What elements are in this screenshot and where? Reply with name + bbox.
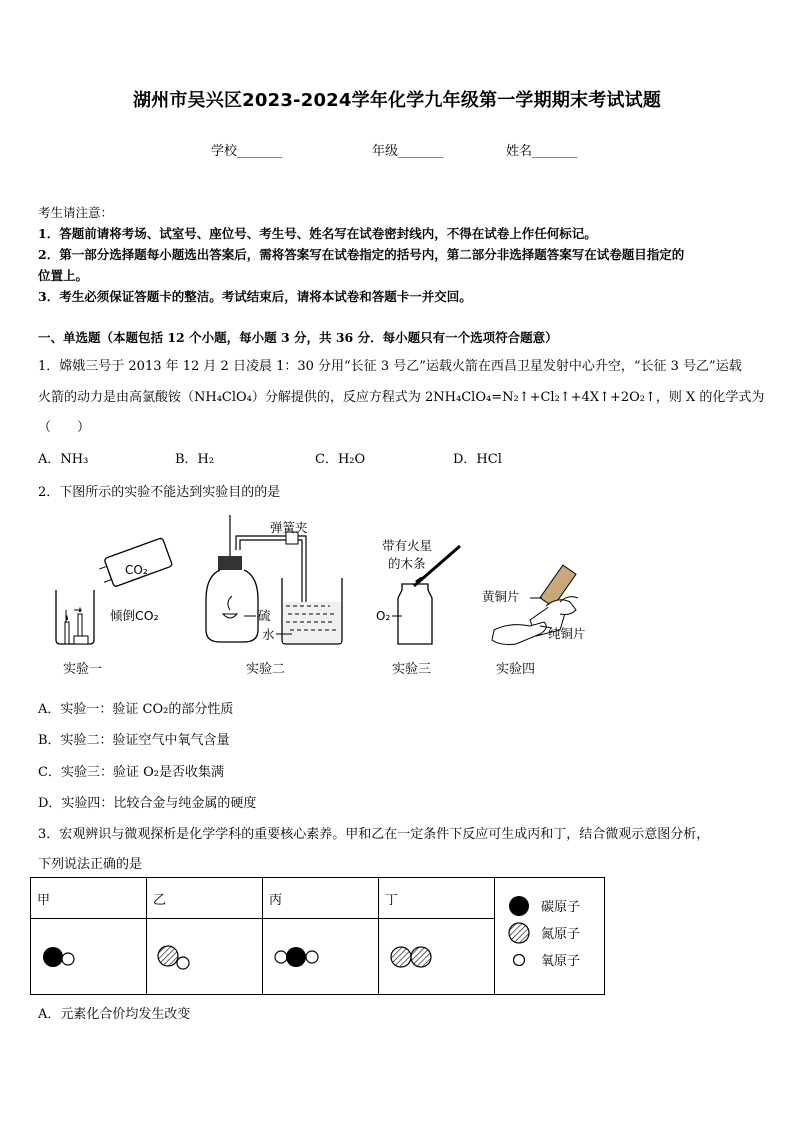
molecule-yi: [147, 919, 263, 995]
table-header-yi: 乙: [147, 878, 263, 919]
no-molecule-icon: [147, 919, 256, 994]
legend-nitrogen: [507, 919, 604, 946]
section-heading: 一、单选题（本题包括 12 个小题，每小题 3 分，共 36 分．每小题只有一个选项符合题意）: [38, 330, 558, 345]
notice-item: 3．考生必须保证答题卡的整洁。考试结束后，请将本试卷和答题卡一并交回。: [38, 289, 472, 304]
pour-co2-label: 倾倒CO₂: [110, 608, 159, 623]
table-header-ding: 丁: [379, 878, 495, 919]
experiment-figure: [30, 510, 630, 685]
caption-exp4: 实验四: [496, 662, 536, 677]
co2-label: CO₂: [125, 563, 148, 577]
q2-option-a: A．实验一：验证 CO₂的部分性质: [38, 702, 234, 717]
q2-option-d: D．实验四：比较合金与纯金属的硬度: [38, 796, 257, 811]
carbon-atom-icon: [507, 894, 531, 918]
spring-clip-label: 弹簧夹: [270, 520, 308, 535]
co2-molecule-icon: [263, 919, 372, 994]
splint-label-line1: 带有火星: [382, 538, 433, 553]
q1-option-b: B．H₂: [175, 452, 215, 467]
legend-oxygen: [507, 946, 604, 973]
notice-heading: 考生请注意：: [38, 205, 114, 220]
name-field: 姓名_______: [506, 144, 578, 159]
notice-item: 1．答题前请将考场、试室号、座位号、考生号、姓名写在试卷密封线内，不得在试卷上作任何标记。: [38, 226, 597, 241]
beaker-candles-diagram: [56, 590, 94, 644]
molecule-bing: [263, 919, 379, 995]
q1-line1: 1．嫦娥三号于 2013 年 12 月 2 日凌晨 1：30 分用“长征 3 号乙”运载火箭在西昌卫星发射中心升空，“长征 3 号乙”运载: [38, 359, 742, 374]
q1-option-a: A．NH₃: [38, 452, 89, 467]
caption-exp3: 实验三: [392, 662, 432, 677]
caption-exp2: 实验二: [246, 662, 286, 677]
table-header-jia: 甲: [31, 878, 147, 919]
q1-option-c: C．H₂O: [315, 452, 366, 467]
legend-label: 氧原子: [541, 954, 581, 969]
q1-line2: 火箭的动力是由高氯酸铵（NH₄ClO₄）分解提供的，反应方程式为 2NH₄ClO₄=N₂↑+Cl₂↑+4X↑+2O₂↑，则 X 的化学式为: [38, 390, 765, 405]
water-label: 水: [262, 627, 275, 642]
q3-line1: 3．宏观辨识与微观探析是化学学科的重要核心素养。甲和乙在一定条件下反应可生成丙和丁，结合微观示意图分析，: [38, 827, 710, 842]
oxygen-atom-icon: [507, 948, 531, 972]
school-field: 学校_______: [211, 144, 283, 159]
molecule-jia: [31, 919, 147, 995]
sulfur-label: 硫: [258, 608, 271, 623]
splint-label-line2: 的木条: [388, 556, 426, 571]
molecule-ding: [379, 919, 495, 995]
notice-item: 位置上。: [38, 268, 89, 283]
co-molecule-icon: [31, 919, 146, 994]
q1-option-d: D．HCl: [453, 452, 502, 467]
legend-cell: [495, 878, 605, 995]
caption-exp1: 实验一: [63, 662, 103, 677]
q2-option-b: B．实验二：验证空气中氧气含量: [38, 733, 230, 748]
n2-molecule-icon: [379, 919, 488, 994]
q3-option-a: A．元素化合价均发生改变: [38, 1007, 191, 1022]
q3-line2: 下列说法正确的是: [38, 857, 143, 872]
grade-field: 年级_______: [372, 144, 444, 159]
micro-diagram-table: [30, 877, 605, 995]
brass-label: 黄铜片: [482, 589, 520, 604]
legend-label: 碳原子: [541, 900, 581, 915]
copper-label: 纯铜片: [548, 626, 586, 641]
q1-bracket: （ ）: [38, 420, 91, 435]
legend-label: 氮原子: [541, 927, 581, 942]
legend-carbon: [507, 892, 604, 919]
nitrogen-atom-icon: [507, 921, 531, 945]
page-title: 湖州市吴兴区2023-2024学年化学九年级第一学期期末考试试题: [132, 90, 662, 111]
q2-stem: 2．下图所示的实验不能达到实验目的的是: [38, 485, 281, 500]
o2-label: O₂: [376, 609, 391, 623]
notice-item: 2．第一部分选择题每小题选出答案后，需将答案写在试卷指定的括号内，第二部分非选择题答案写在试卷题目指定的: [38, 247, 685, 262]
table-header-bing: 丙: [263, 878, 379, 919]
q2-option-c: C．实验三：验证 O₂是否收集满: [38, 765, 224, 780]
